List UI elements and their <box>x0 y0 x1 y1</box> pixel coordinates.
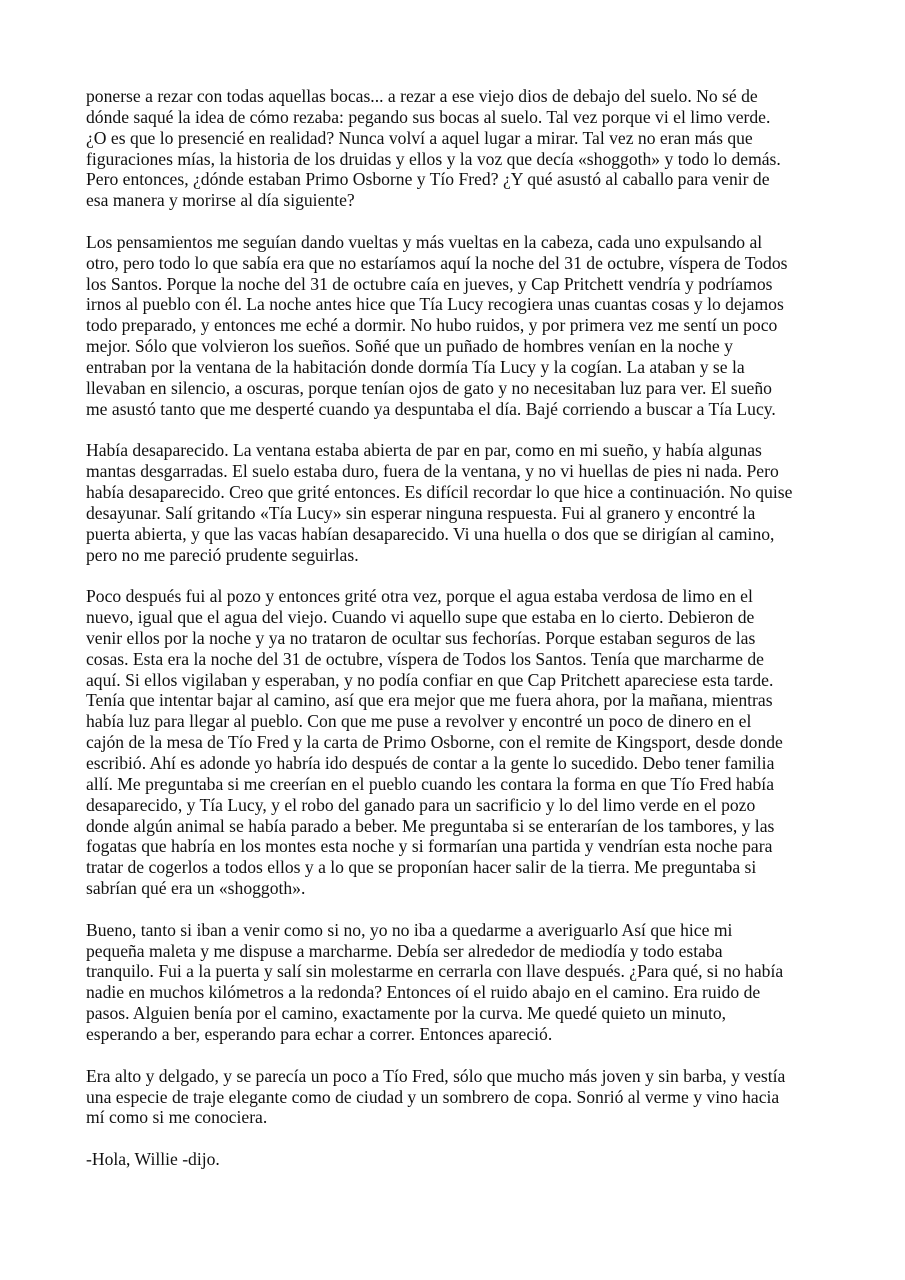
text-line: desayunar. Salí gritando «Tía Lucy» sin esperar ninguna respuesta. Fui al granero y encontré la <box>86 502 756 523</box>
text-line: ponerse a rezar con todas aquellas bocas... a rezar a ese viejo dios de debajo del suelo. No sé de <box>86 86 758 106</box>
paragraph-4 <box>86 586 826 899</box>
text-line: Los pensamientos me seguían dando vueltas y más vueltas en la cabeza, cada uno expulsando al <box>86 231 763 252</box>
paragraph-6 <box>86 1066 826 1129</box>
text-line: Poco después fui al pozo y entonces grité otra vez, porque el agua estaba verdosa de limo en el <box>86 586 753 607</box>
text-line: figuraciones mías, la historia de los druidas y ellos y la voz que decía «shoggoth» y todo lo demás. <box>86 148 781 169</box>
text-line: los Santos. Porque la noche del 31 de octubre caía en jueves, y Cap Pritchett vendría y podríamos <box>86 273 773 294</box>
text-line: sabrían qué era un «shoggoth». <box>86 878 306 899</box>
paragraph-7 <box>86 1149 826 1170</box>
text-line: -Hola, Willie -dijo. <box>86 1149 220 1170</box>
text-line: había luz para llegar al pueblo. Con que me puse a revolver y encontré un poco de dinero en el <box>86 711 752 732</box>
text-line: otro, pero todo lo que sabía era que no estaríamos aquí la noche del 31 de octubre, víspera de Todos <box>86 252 788 273</box>
text-line: mantas desgarradas. El suelo estaba duro, fuera de la ventana, y no vi huellas de pies ni nada. Pero <box>86 461 779 482</box>
text-line: había desaparecido. Creo que grité entonces. Es difícil recordar lo que hice a continuación. No quise <box>86 482 793 503</box>
text-line: entraban por la ventana de la habitación donde dormía Tía Lucy y la cogían. La ataban y se la <box>86 356 745 377</box>
paragraph-2 <box>86 232 826 420</box>
text-line: cajón de la mesa de Tío Fred y la carta de Primo Osborne, con el remite de Kingsport, desde donde <box>86 732 783 753</box>
text-line: escribió. Ahí es adonde yo habría ido después de contar a la gente lo sucedido. Debo tener familia <box>86 753 775 773</box>
paragraph-3 <box>86 440 826 565</box>
text-line: nuevo, igual que el agua del viejo. Cuando vi aquello supe que estaba en lo cierto. Debieron de <box>86 607 755 628</box>
text-line: llevaban en silencio, a oscuras, porque tenían ojos de gato y no necesitaban luz para ver. El sueño <box>86 377 772 398</box>
text-line: esperando a ber, esperando para echar a correr. Entonces apareció. <box>86 1023 553 1044</box>
text-line: dónde saqué la idea de cómo rezaba: pegando sus bocas al suelo. Tal vez porque vi el limo verde. <box>86 106 771 127</box>
text-line: Era alto y delgado, y se parecía un poco a Tío Fred, sólo que mucho más joven y sin barba, y vestía <box>86 1065 786 1086</box>
document-page <box>86 86 826 1191</box>
text-line: Bueno, tanto si iban a venir como si no, yo no iba a quedarme a averiguarlo Así que hice mi <box>86 919 733 940</box>
text-line: mí como si me conociera. <box>86 1107 268 1128</box>
text-line: pero no me pareció prudente seguirlas. <box>86 544 359 565</box>
text-line: me asustó tanto que me desperté cuando ya despuntaba el día. Bajé corriendo a buscar a Tía Lucy. <box>86 398 776 419</box>
text-line: ¿O es que lo presencié en realidad? Nunca volví a aquel lugar a mirar. Tal vez no eran más que <box>86 127 753 148</box>
text-line: puerta abierta, y que las vacas habían desaparecido. Vi una huella o dos que se dirigían al camino, <box>86 523 775 544</box>
text-line: esa manera y morirse al día siguiente? <box>86 190 355 211</box>
text-line: pequeña maleta y me dispuse a marcharme. Debía ser alrededor de mediodía y todo estaba <box>86 940 723 961</box>
text-line: donde algún animal se había parado a beber. Me preguntaba si se enterarían de los tambores, y las <box>86 815 775 836</box>
text-line: cosas. Esta era la noche del 31 de octubre, víspera de Todos los Santos. Tenía que marcharme de <box>86 648 764 669</box>
paragraph-1 <box>86 86 826 211</box>
text-line: nadie en muchos kilómetros a la redonda? Entonces oí el ruido abajo en el camino. Era ruido de <box>86 982 761 1003</box>
text-line: tranquilo. Fui a la puerta y salí sin molestarme en cerrarla con llave después. ¿Para qué, si no había <box>86 961 784 982</box>
text-line: venir ellos por la noche y ya no trataron de ocultar sus fechorías. Porque estaban seguros de las <box>86 627 756 648</box>
text-line: Tenía que intentar bajar al camino, así que era mejor que me fuera ahora, por la mañana, mientras <box>86 690 773 711</box>
text-line: fogatas que habría en los montes esta noche y si formarían una partida y vendrían esta noche para <box>86 836 773 857</box>
text-line: una especie de traje elegante como de ciudad y un sombrero de copa. Sonrió al verme y vino hacia <box>86 1086 780 1107</box>
text-line: desaparecido, y Tía Lucy, y el robo del ganado para un sacrificio y lo del limo verde en el pozo <box>86 794 756 815</box>
text-line: mejor. Sólo que volvieron los sueños. Soñé que un puñado de hombres venían en la noche y <box>86 336 733 357</box>
text-line: tratar de cogerlos a todos ellos y a lo que se proponían hacer salir de la tierra. Me preguntaba si <box>86 857 757 878</box>
text-line: Pero entonces, ¿dónde estaban Primo Osborne y Tío Fred? ¿Y qué asustó al caballo para venir de <box>86 169 770 190</box>
text-line: irnos al pueblo con él. La noche antes hice que Tía Lucy recogiera unas cuantas cosas y lo dejamos <box>86 294 784 315</box>
paragraph-5 <box>86 920 826 1045</box>
text-line: todo preparado, y entonces me eché a dormir. No hubo ruidos, y por primera vez me sentí un poco <box>86 315 778 336</box>
text-line: aquí. Si ellos vigilaban y esperaban, y no podía confiar en que Cap Pritchett apareciese esta tarde. <box>86 669 774 690</box>
text-line: Había desaparecido. La ventana estaba abierta de par en par, como en mi sueño, y había algunas <box>86 440 762 461</box>
text-line: pasos. Alguien benía por el camino, exactamente por la curva. Me quedé quieto un minuto, <box>86 1003 727 1024</box>
text-line: allí. Me preguntaba si me creerían en el pueblo cuando les contara la forma en que Tío Fred había <box>86 773 775 794</box>
